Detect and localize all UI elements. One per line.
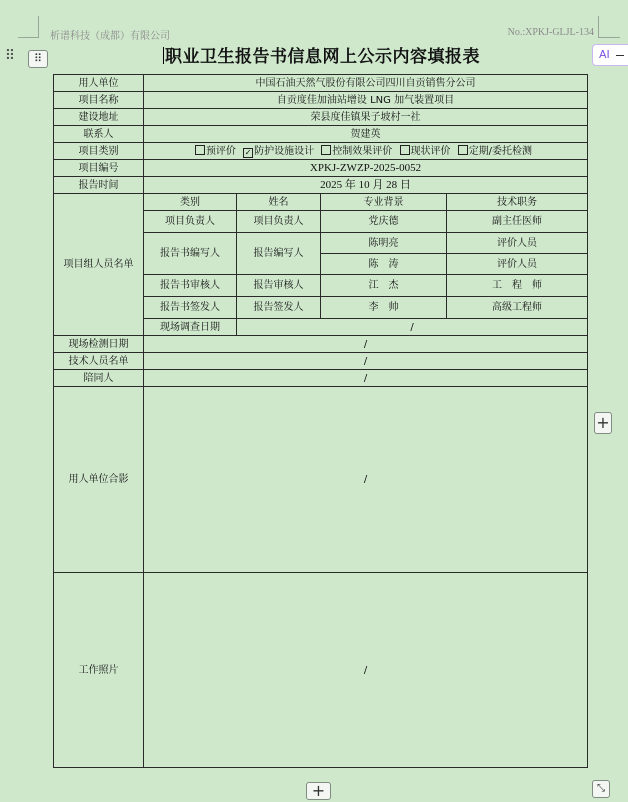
team-header-title: 技术职务	[447, 194, 588, 211]
tech-staff-label: 技术人员名单	[54, 353, 144, 370]
test-date-label: 现场检测日期	[54, 336, 144, 353]
table-row	[54, 92, 588, 109]
signer-background[interactable]: 李 帅	[321, 297, 447, 319]
page-corner-mark	[598, 37, 620, 39]
signer-title[interactable]: 高级工程师	[447, 297, 588, 319]
drag-handle-icon[interactable]: ⠿	[4, 48, 16, 64]
table-row	[54, 353, 588, 370]
project-type-checkbox-design[interactable]: ✓ 防护设施设计	[244, 145, 315, 157]
checkbox-icon	[195, 145, 205, 155]
reviewer-name[interactable]: 报告审核人	[237, 275, 321, 297]
group-photo-label: 用人单位合影	[54, 387, 144, 573]
writers-name[interactable]: 报告编写人	[237, 233, 321, 275]
text-cursor	[163, 47, 164, 64]
writer-1-title[interactable]: 评价人员	[447, 233, 588, 254]
header-doc-number: No.:XPKJ-GLJL-134	[507, 27, 594, 38]
writer-2-title[interactable]: 评价人员	[447, 254, 588, 275]
leader-name[interactable]: 项目负责人	[237, 211, 321, 233]
report-time-label: 报告时间	[54, 177, 144, 194]
add-column-button[interactable]: +	[594, 412, 612, 434]
ai-assistant-button[interactable]	[592, 44, 628, 66]
checkbox-icon	[321, 145, 331, 155]
add-row-button[interactable]: +	[306, 782, 331, 800]
leader-title[interactable]: 副主任医师	[447, 211, 588, 233]
header-company: 析谱科技（成都）有限公司	[50, 31, 170, 42]
project-code-label: 项目编号	[54, 160, 144, 177]
project-type-checkbox-periodic[interactable]: 定期/委托检测	[458, 144, 532, 159]
project-name-value[interactable]: 自贡度佳加油站增设 LNG 加气装置项目	[144, 92, 588, 109]
checkbox-checked-icon: ✓	[244, 147, 252, 157]
minus-icon	[616, 55, 624, 56]
team-label: 项目组人员名单	[54, 194, 144, 336]
page-corner-mark	[598, 16, 609, 38]
table-row	[54, 109, 588, 126]
table-row	[54, 75, 588, 92]
survey-date-label: 现场调查日期	[144, 319, 237, 336]
table-row	[54, 387, 588, 573]
table-row	[54, 336, 588, 353]
info-form-table	[53, 74, 588, 768]
ai-label: AI	[599, 48, 610, 61]
reviewer-category: 报告书审核人	[144, 275, 237, 297]
employer-label: 用人单位	[54, 75, 144, 92]
report-time-value[interactable]: 2025 年 10 月 28 日	[144, 177, 588, 194]
test-date-value[interactable]: /	[144, 336, 588, 353]
team-header-name: 姓名	[237, 194, 321, 211]
leader-background[interactable]: 党庆德	[321, 211, 447, 233]
table-row	[54, 177, 588, 194]
writer-2-background[interactable]: 陈 涛	[321, 254, 447, 275]
signer-name[interactable]: 报告签发人	[237, 297, 321, 319]
reviewer-title[interactable]: 工 程 师	[447, 275, 588, 297]
table-row	[54, 194, 588, 211]
signer-category: 报告书签发人	[144, 297, 237, 319]
page-corner-mark	[18, 37, 38, 39]
project-type-label: 项目类别	[54, 143, 144, 160]
contact-label: 联系人	[54, 126, 144, 143]
table-row	[54, 573, 588, 768]
checkbox-icon	[400, 145, 410, 155]
project-type-checkbox-pre[interactable]: 预评价	[195, 144, 236, 159]
table-row	[54, 370, 588, 387]
checkbox-icon	[458, 145, 468, 155]
block-menu-icon[interactable]: ⠿	[28, 50, 48, 68]
work-photo-value[interactable]: /	[144, 573, 588, 768]
address-value[interactable]: 荣县度佳镇果子坡村一社	[144, 109, 588, 126]
contact-value[interactable]: 贺建英	[144, 126, 588, 143]
writers-category: 报告书编写人	[144, 233, 237, 275]
table-row	[54, 126, 588, 143]
resize-handle-icon[interactable]: ⤡	[592, 780, 610, 798]
leader-category: 项目负责人	[144, 211, 237, 233]
project-type-checkbox-control[interactable]: 控制效果评价	[321, 144, 392, 159]
employer-value[interactable]: 中国石油天然气股份有限公司四川自贡销售分公司	[144, 75, 588, 92]
survey-date-value[interactable]: /	[237, 319, 588, 336]
table-row	[54, 160, 588, 177]
escort-value[interactable]: /	[144, 370, 588, 387]
page-title[interactable]	[163, 46, 483, 68]
work-photo-label: 工作照片	[54, 573, 144, 768]
table-row	[54, 143, 588, 160]
team-header-background: 专业背景	[321, 194, 447, 211]
group-photo-value[interactable]: /	[144, 387, 588, 573]
page-title-text: 职业卫生报告书信息网上公示内容填报表	[165, 47, 480, 67]
page-corner-mark	[28, 16, 39, 38]
writer-1-background[interactable]: 陈明亮	[321, 233, 447, 254]
project-type-checkbox-status[interactable]: 现状评价	[400, 144, 451, 159]
project-type-options	[144, 143, 588, 160]
escort-label: 陪同人	[54, 370, 144, 387]
team-header-category: 类别	[144, 194, 237, 211]
tech-staff-value[interactable]: /	[144, 353, 588, 370]
project-code-value[interactable]: XPKJ-ZWZP-2025-0052	[144, 160, 588, 177]
reviewer-background[interactable]: 江 杰	[321, 275, 447, 297]
address-label: 建设地址	[54, 109, 144, 126]
project-name-label: 项目名称	[54, 92, 144, 109]
